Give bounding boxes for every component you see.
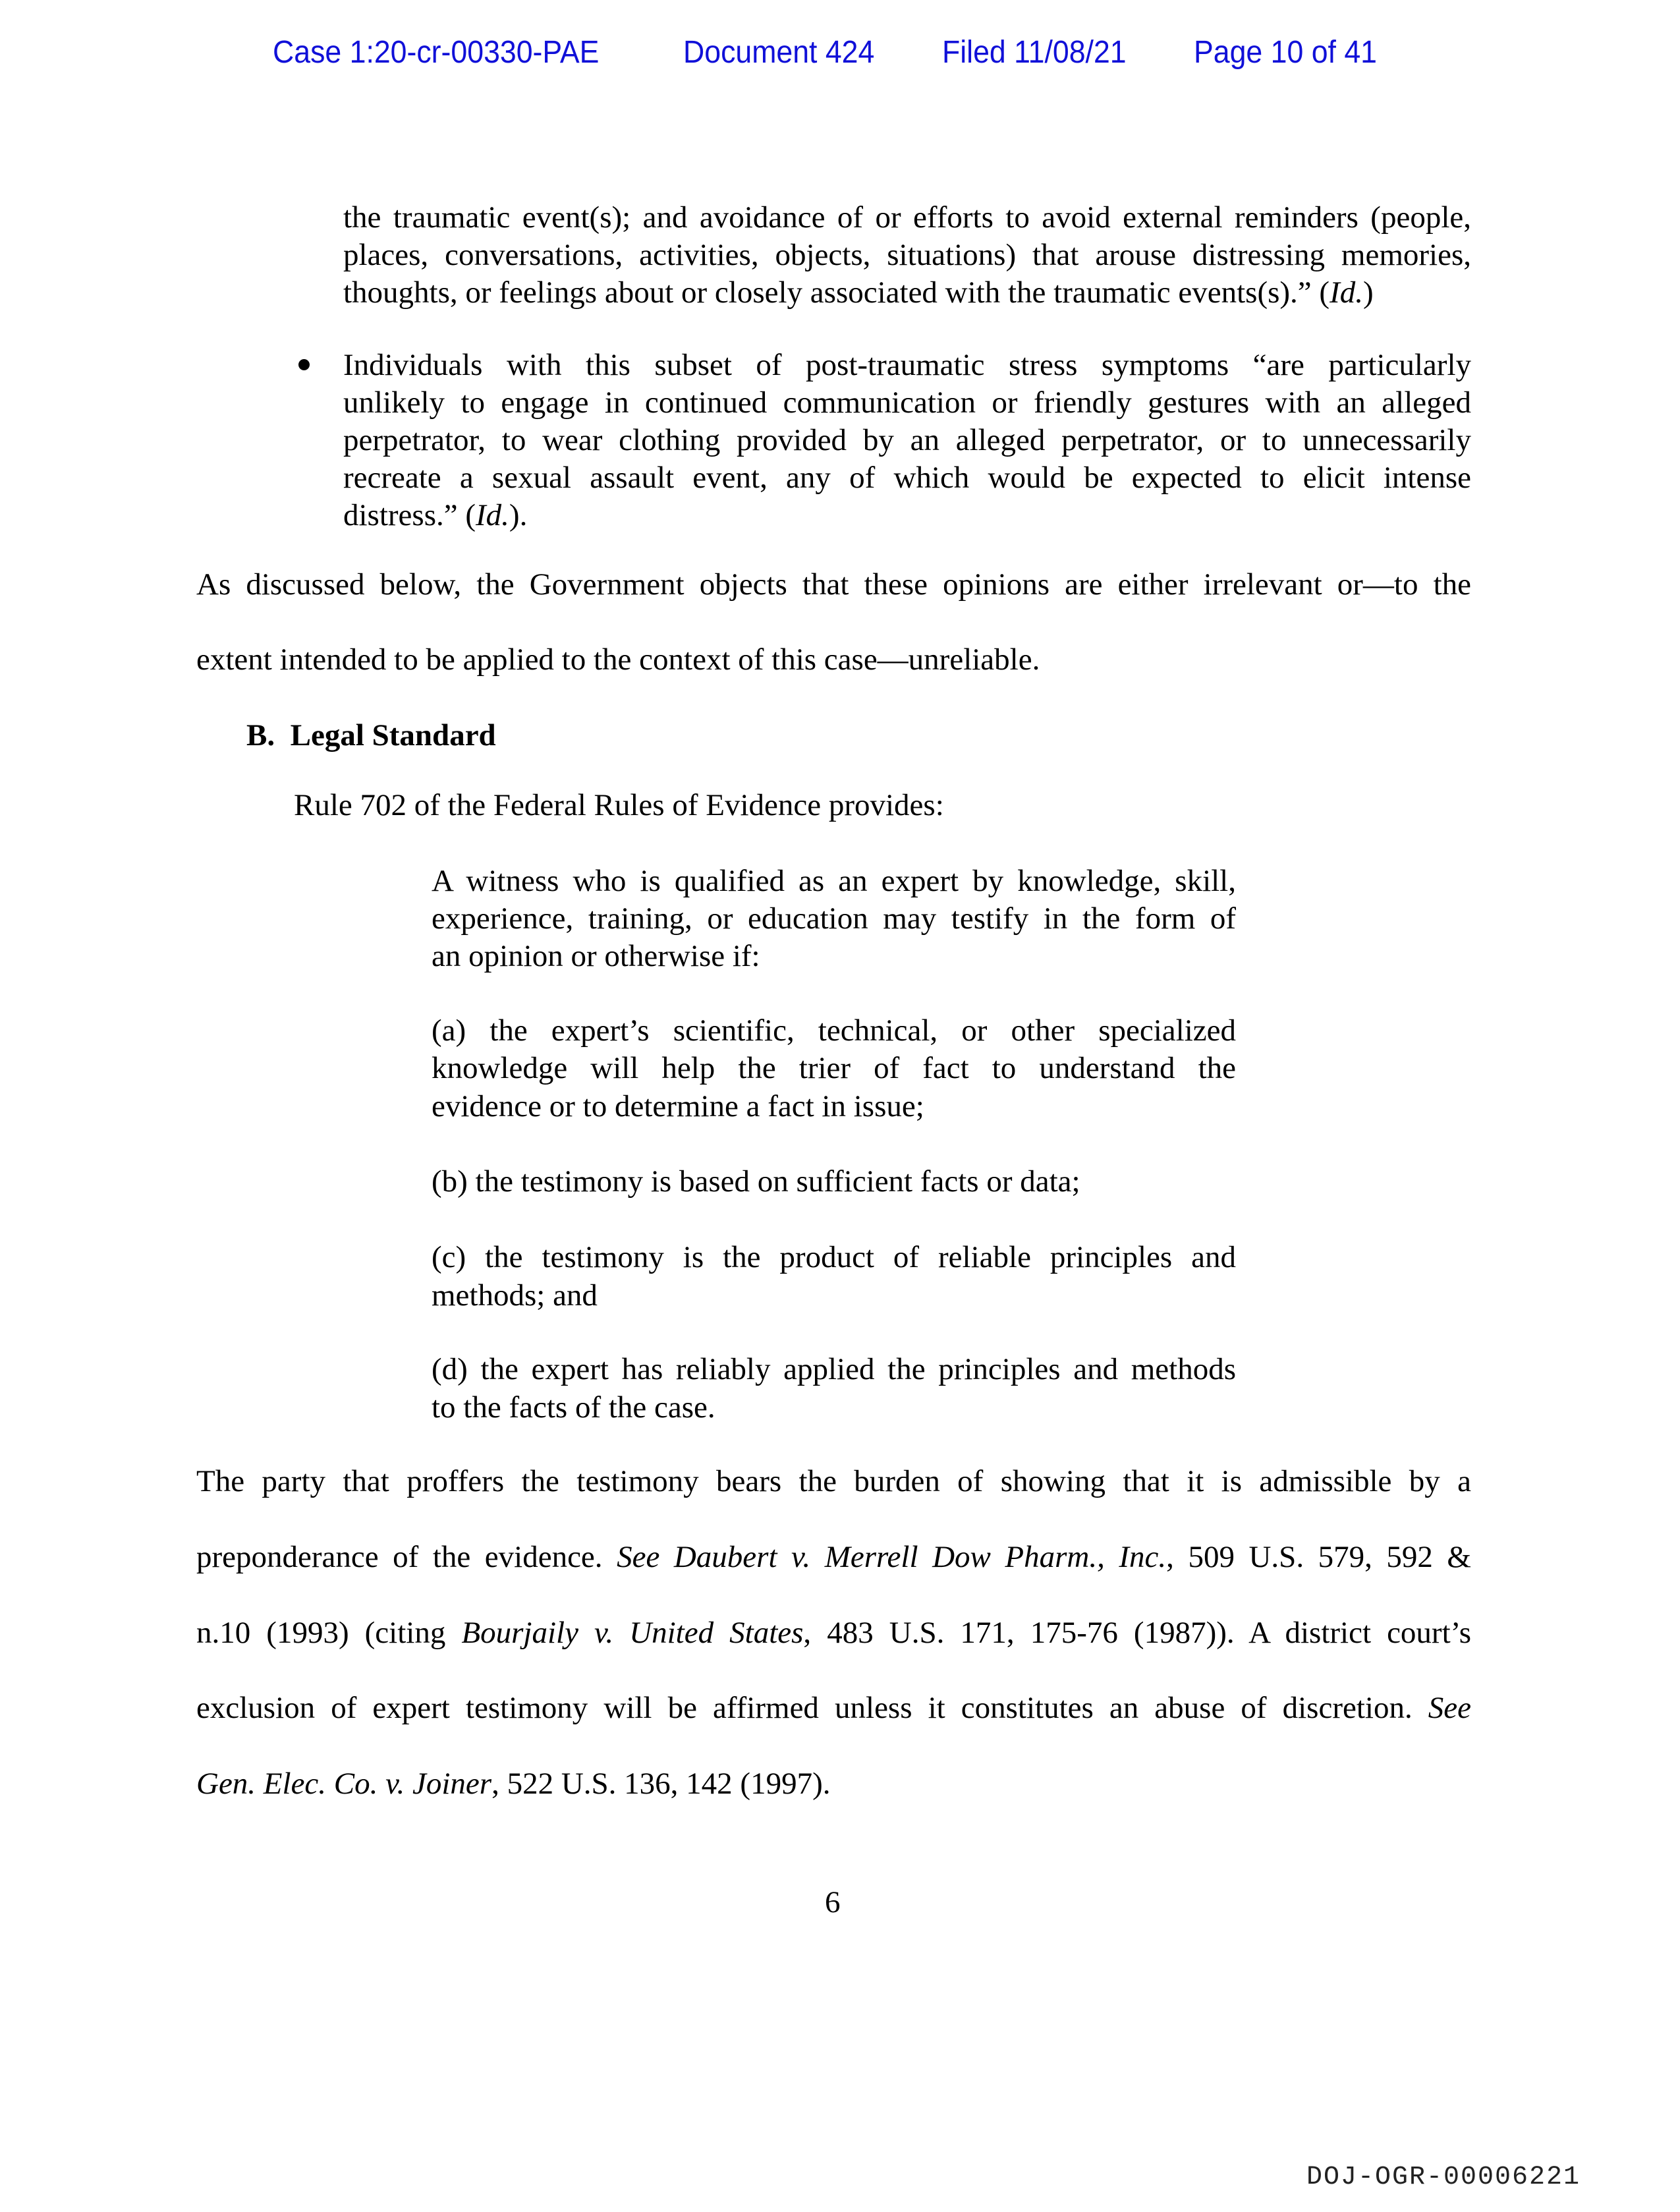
rule-intro: Rule 702 of the Federal Rules of Evidence provides: xyxy=(294,788,944,822)
quote-line: evidence or to determine a fact in issue; xyxy=(432,1089,924,1123)
body-line xyxy=(196,1539,1471,1576)
body-line xyxy=(196,1765,830,1803)
body-line: extent intended to be applied to the context of this case—unreliable. xyxy=(196,642,1040,677)
id-citation: Id. xyxy=(476,498,509,532)
body-text: n.10 (1993) (citing xyxy=(196,1616,462,1650)
quote-line: methods; and xyxy=(432,1278,598,1313)
body-line xyxy=(196,1614,1471,1652)
bullet-line: Individuals with this subset of post-traumatic stress symptoms “are particularly xyxy=(343,348,1471,382)
bullet-line xyxy=(343,497,527,534)
quote-line: to the facts of the case. xyxy=(432,1390,715,1425)
header-filed-date: Filed 11/08/21 xyxy=(942,35,1127,70)
section-heading xyxy=(246,717,496,754)
quote-line: (a) the expert’s scientific, technical, or other specialized xyxy=(432,1013,1236,1048)
id-citation: (Id.) xyxy=(1319,275,1374,310)
continuation-line: the traumatic event(s); and avoidance of or efforts to avoid external reminders (people, xyxy=(343,200,1471,235)
quote-line: an opinion or otherwise if: xyxy=(432,939,760,973)
body-text: , 522 U.S. 136, 142 (1997). xyxy=(491,1767,831,1801)
quote-line: experience, training, or education may testify in the form of xyxy=(432,901,1236,936)
continuation-line xyxy=(343,274,1374,312)
bullet-icon xyxy=(298,359,310,370)
header-case-number: Case 1:20-cr-00330-PAE xyxy=(273,35,600,70)
section-label: B. xyxy=(246,718,275,752)
case-citation: Bourjaily v. United States xyxy=(461,1616,804,1650)
bullet-text: ). xyxy=(509,498,528,532)
quote-line: knowledge will help the trier of fact to understand the xyxy=(432,1051,1236,1085)
body-text: preponderance of the evidence. xyxy=(196,1540,617,1574)
bullet-line: unlikely to engage in continued communication or friendly gestures with an alleged xyxy=(343,385,1471,420)
section-title: Legal Standard xyxy=(290,718,496,752)
body-line: The party that proffers the testimony bears the burden of showing that it is admissible by a xyxy=(196,1464,1471,1498)
body-line: As discussed below, the Government objects that these opinions are either irrelevant or—to the xyxy=(196,567,1471,602)
quote-line: A witness who is qualified as an expert by knowledge, skill, xyxy=(432,864,1236,898)
page-number: 6 xyxy=(825,1885,841,1919)
body-text: , 483 U.S. 171, 175-76 (1987)). A district court’s xyxy=(803,1616,1471,1650)
bullet-line: recreate a sexual assault event, any of which would be expected to elicit intense xyxy=(343,461,1471,495)
quote-line: (d) the expert has reliably applied the principles and methods xyxy=(432,1352,1236,1386)
case-citation: Gen. Elec. Co. v. Joiner xyxy=(196,1767,492,1801)
bullet-text: distress.” ( xyxy=(343,498,476,532)
body-line xyxy=(196,1689,1471,1727)
body-text: , 509 U.S. 579, 592 & xyxy=(1166,1540,1471,1574)
continuation-text: thoughts, or feelings about or closely associated with the traumatic events(s).” xyxy=(343,275,1320,310)
case-citation: See Daubert v. Merrell Dow Pharm., Inc. xyxy=(617,1540,1167,1574)
header-document-number: Document 424 xyxy=(683,35,875,70)
header-page-count: Page 10 of 41 xyxy=(1194,35,1377,70)
quote-line: (c) the testimony is the product of reliable principles and xyxy=(432,1240,1236,1274)
bates-number: DOJ-OGR-00006221 xyxy=(1306,2163,1581,2192)
quote-line: (b) the testimony is based on sufficient facts or data; xyxy=(432,1164,1080,1199)
signal-see: See xyxy=(1428,1691,1471,1725)
body-text: exclusion of expert testimony will be affirmed unless it constitutes an abuse of discretion. xyxy=(196,1691,1428,1725)
continuation-line: places, conversations, activities, objects, situations) that arouse distressing memories, xyxy=(343,238,1471,272)
bullet-line: perpetrator, to wear clothing provided by an alleged perpetrator, or to unnecessarily xyxy=(343,423,1471,457)
